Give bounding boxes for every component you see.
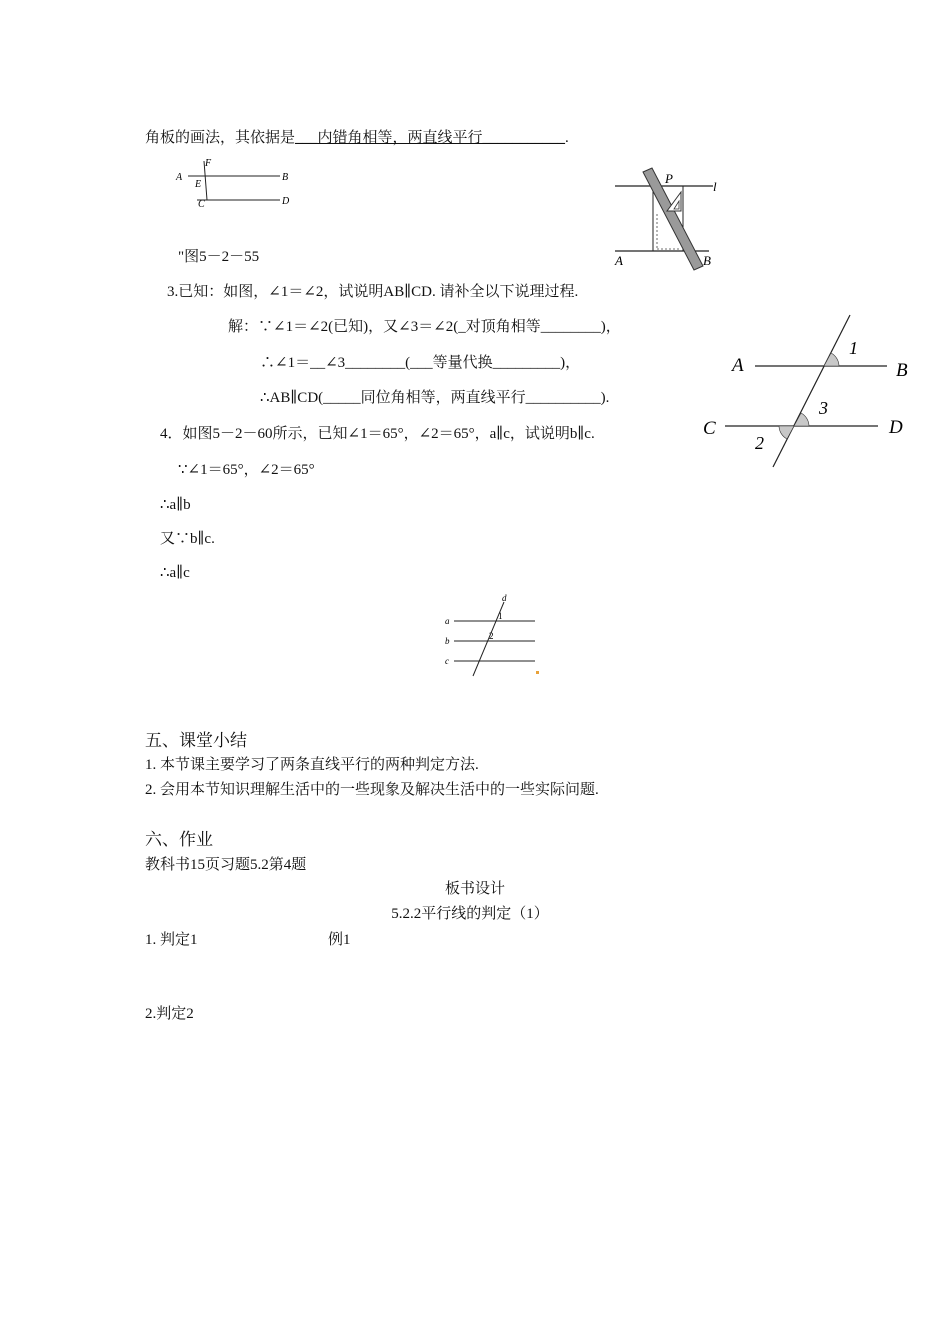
homework-heading: 六、作业 bbox=[145, 830, 213, 849]
figure-5-2-55 bbox=[170, 155, 310, 215]
q3-stem: 3.已知：如图，∠1＝∠2，试说明AB∥CD. 请补全以下说理过程. bbox=[167, 284, 579, 300]
q4-stem: 4．如图5－2－60所示，已知∠1＝65°，∠2＝65°，a∥c，试说明b∥c. bbox=[160, 426, 595, 442]
summary-heading: 五、课堂小结 bbox=[145, 731, 247, 750]
board-criterion-2: 2.判定2 bbox=[145, 1006, 194, 1022]
q3-step-3: ∴AB∥CD(_____同位角相等，两直线平行__________). bbox=[260, 390, 610, 406]
criterion-line bbox=[145, 129, 569, 147]
abcd-label-c: C bbox=[703, 418, 716, 439]
abcd-lines-figure bbox=[440, 590, 550, 680]
fig55-label-f: F bbox=[205, 158, 212, 169]
q4-step-2: ∴a∥b bbox=[160, 497, 191, 513]
lines-label-a: a bbox=[445, 616, 450, 626]
ruler-figure bbox=[605, 165, 735, 275]
criterion-prefix: 角板的画法，其依据是 bbox=[145, 130, 296, 146]
board-example-1: 例1 bbox=[328, 932, 351, 948]
homework-text: 教科书15页习题5.2第4题 bbox=[145, 857, 307, 873]
board-criterion-1: 1. 判定1 bbox=[145, 932, 198, 948]
q3-step-2: ∴∠1＝__∠3________(___等量代换_________)， bbox=[260, 355, 581, 371]
summary-item-2: 2. 会用本节知识理解生活中的一些现象及解决生活中的一些实际问题. bbox=[145, 782, 599, 798]
abcd-angle-3: 3 bbox=[819, 398, 828, 418]
abcd-angle-1: 1 bbox=[849, 338, 858, 358]
lines-angle-1: 1 bbox=[498, 611, 503, 621]
lines-label-d: d bbox=[502, 593, 507, 603]
criterion-suffix: . bbox=[565, 130, 569, 146]
summary-item-1: 1. 本节课主要学习了两条直线平行的两种判定方法. bbox=[145, 757, 479, 773]
lines-label-b: b bbox=[445, 636, 450, 646]
fig55-label-d: D bbox=[282, 196, 290, 207]
fig55-label-c: C bbox=[198, 199, 205, 210]
lines-angle-2: 2 bbox=[489, 631, 494, 641]
q4-step-4: ∴a∥c bbox=[160, 565, 190, 581]
board-subtitle: 5.2.2平行线的判定（1） bbox=[391, 906, 549, 922]
fig55-label-b: B bbox=[282, 172, 289, 183]
fig55-label-a: A bbox=[176, 172, 183, 183]
board-title: 板书设计 bbox=[444, 881, 505, 897]
criterion-answer: ___内错角相等，两直线平行___________ bbox=[295, 130, 566, 146]
ab-cd-figure bbox=[700, 310, 920, 475]
abcd-label-a: A bbox=[732, 355, 744, 376]
ruler-label-b: B bbox=[703, 253, 711, 268]
ruler-label-p: P bbox=[665, 171, 673, 186]
ruler-label-l: l bbox=[713, 179, 717, 194]
q3-step-1: 解：∵∠1＝∠2(已知)，又∠3＝∠2(_对顶角相等________)， bbox=[228, 319, 621, 335]
abcd-label-d: D bbox=[889, 417, 903, 438]
abcd-angle-2: 2 bbox=[755, 433, 764, 453]
q4-step-1: ∵∠1＝65°，∠2＝65° bbox=[178, 462, 315, 478]
lines-label-c: c bbox=[445, 656, 449, 666]
fig55-caption: "图5－2－55 bbox=[178, 249, 260, 265]
ruler-label-a: A bbox=[615, 253, 623, 268]
fig55-label-e: E bbox=[195, 179, 202, 190]
abcd-label-b: B bbox=[896, 360, 908, 381]
q4-step-3: 又∵b∥c. bbox=[160, 531, 215, 547]
